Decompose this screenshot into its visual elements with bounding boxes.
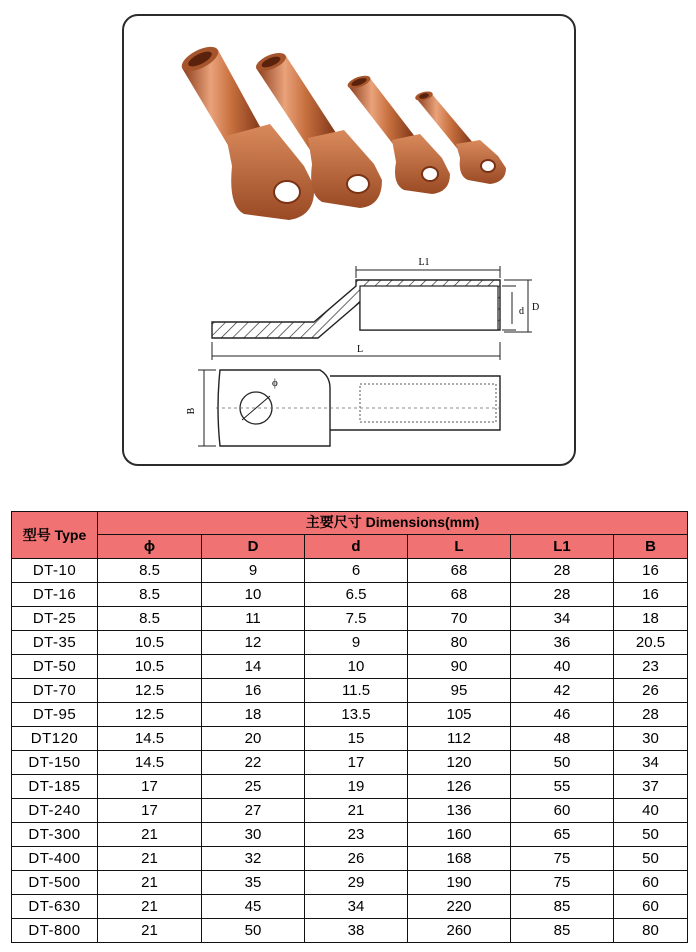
cell-model: DT-25 [12,607,98,631]
cell-D: 25 [202,775,305,799]
cell-L: 220 [408,895,511,919]
col-header-L: L [408,534,511,558]
cell-model: DT-500 [12,871,98,895]
cell-phi: 21 [98,823,202,847]
cell-phi: 21 [98,847,202,871]
dimensions-group-header: 主要尺寸 Dimensions(mm) [98,512,688,535]
cell-L1: 40 [511,655,614,679]
cell-model: DT-400 [12,847,98,871]
cell-B: 16 [614,559,688,583]
cell-B: 34 [614,751,688,775]
cell-B: 30 [614,727,688,751]
cell-L: 126 [408,775,511,799]
table-body [12,559,688,943]
cell-B: 28 [614,703,688,727]
cell-D: 12 [202,631,305,655]
table-row [12,631,688,655]
top-view-drawing [186,370,504,446]
cell-D: 22 [202,751,305,775]
table-row [12,655,688,679]
cell-L1: 65 [511,823,614,847]
cell-B: 80 [614,919,688,943]
cell-d: 17 [305,751,408,775]
table-row [12,799,688,823]
cell-D: 45 [202,895,305,919]
cell-D: 27 [202,799,305,823]
cell-L1: 85 [511,919,614,943]
cell-L1: 75 [511,847,614,871]
cell-L: 136 [408,799,511,823]
cell-L: 70 [408,607,511,631]
cell-phi: 12.5 [98,679,202,703]
cell-B: 60 [614,871,688,895]
cell-B: 40 [614,799,688,823]
cell-d: 9 [305,631,408,655]
cell-L: 160 [408,823,511,847]
product-figure-card [122,14,576,466]
cell-B: 37 [614,775,688,799]
cell-L: 105 [408,703,511,727]
cell-d: 34 [305,895,408,919]
cell-L: 112 [408,727,511,751]
cell-L1: 42 [511,679,614,703]
cell-d: 15 [305,727,408,751]
cell-B: 16 [614,583,688,607]
cell-L: 190 [408,871,511,895]
cell-d: 21 [305,799,408,823]
cell-phi: 8.5 [98,559,202,583]
cell-d: 6 [305,559,408,583]
cell-model: DT-50 [12,655,98,679]
table-row [12,559,688,583]
col-header-L1: L1 [511,534,614,558]
label-B: B [186,407,197,415]
cell-phi: 8.5 [98,607,202,631]
cell-d: 11.5 [305,679,408,703]
col-header-d: d [305,534,408,558]
cell-d: 6.5 [305,583,408,607]
cell-phi: 12.5 [98,703,202,727]
cell-B: 50 [614,847,688,871]
cell-d: 13.5 [305,703,408,727]
cell-L1: 48 [511,727,614,751]
cell-L1: 85 [511,895,614,919]
cell-B: 26 [614,679,688,703]
cell-model: DT-240 [12,799,98,823]
cell-D: 9 [202,559,305,583]
cell-D: 14 [202,655,305,679]
product-figure [124,16,578,468]
col-header-B: B [614,534,688,558]
table-row [12,823,688,847]
col-header-D: D [202,534,305,558]
type-header: 型号 Type [12,512,98,559]
cell-model: DT-185 [12,775,98,799]
cell-L1: 28 [511,583,614,607]
cell-L1: 28 [511,559,614,583]
cell-phi: 10.5 [98,655,202,679]
cell-model: DT-800 [12,919,98,943]
cell-model: DT-35 [12,631,98,655]
table-row [12,679,688,703]
cell-L: 68 [408,583,511,607]
table-row [12,775,688,799]
cell-model: DT-70 [12,679,98,703]
cell-phi: 21 [98,919,202,943]
table-row [12,919,688,943]
cell-d: 38 [305,919,408,943]
cell-model: DT-300 [12,823,98,847]
cell-d: 19 [305,775,408,799]
cell-D: 11 [202,607,305,631]
cell-phi: 10.5 [98,631,202,655]
table-row [12,703,688,727]
cell-B: 50 [614,823,688,847]
cell-model: DT-630 [12,895,98,919]
cell-d: 26 [305,847,408,871]
cell-L1: 75 [511,871,614,895]
cell-phi: 21 [98,895,202,919]
label-D: D [532,302,540,313]
cell-D: 10 [202,583,305,607]
cell-L: 120 [408,751,511,775]
col-header-phi: ϕ [98,534,202,558]
cell-L: 95 [408,679,511,703]
cell-B: 18 [614,607,688,631]
cell-model: DT-16 [12,583,98,607]
cell-B: 23 [614,655,688,679]
table-row [12,727,688,751]
cell-L: 260 [408,919,511,943]
cell-phi: 21 [98,871,202,895]
side-section-drawing [212,257,539,360]
cell-L1: 60 [511,799,614,823]
cell-d: 29 [305,871,408,895]
cell-L: 68 [408,559,511,583]
cell-D: 32 [202,847,305,871]
label-phi: ϕ [272,377,278,389]
dimensions-table [11,511,688,943]
cell-phi: 8.5 [98,583,202,607]
cell-L: 90 [408,655,511,679]
label-d: d [519,306,524,317]
table-row [12,607,688,631]
cell-D: 35 [202,871,305,895]
cell-L1: 50 [511,751,614,775]
table-row [12,895,688,919]
cell-D: 16 [202,679,305,703]
cell-D: 30 [202,823,305,847]
cell-L: 168 [408,847,511,871]
table-row [12,583,688,607]
cell-model: DT-95 [12,703,98,727]
cell-phi: 17 [98,799,202,823]
cell-phi: 14.5 [98,727,202,751]
cell-L1: 55 [511,775,614,799]
cell-D: 18 [202,703,305,727]
cell-model: DT120 [12,727,98,751]
cell-L1: 46 [511,703,614,727]
cell-d: 7.5 [305,607,408,631]
cell-B: 20.5 [614,631,688,655]
cell-d: 23 [305,823,408,847]
table-row [12,847,688,871]
cell-D: 50 [202,919,305,943]
table-row [12,871,688,895]
cell-L1: 36 [511,631,614,655]
cell-phi: 17 [98,775,202,799]
cell-D: 20 [202,727,305,751]
label-L1: L1 [418,257,430,268]
cell-model: DT-10 [12,559,98,583]
cell-L1: 34 [511,607,614,631]
cell-d: 10 [305,655,408,679]
cell-L: 80 [408,631,511,655]
label-L: L [356,344,364,355]
table-row [12,751,688,775]
cell-phi: 14.5 [98,751,202,775]
cell-model: DT-150 [12,751,98,775]
cell-B: 60 [614,895,688,919]
